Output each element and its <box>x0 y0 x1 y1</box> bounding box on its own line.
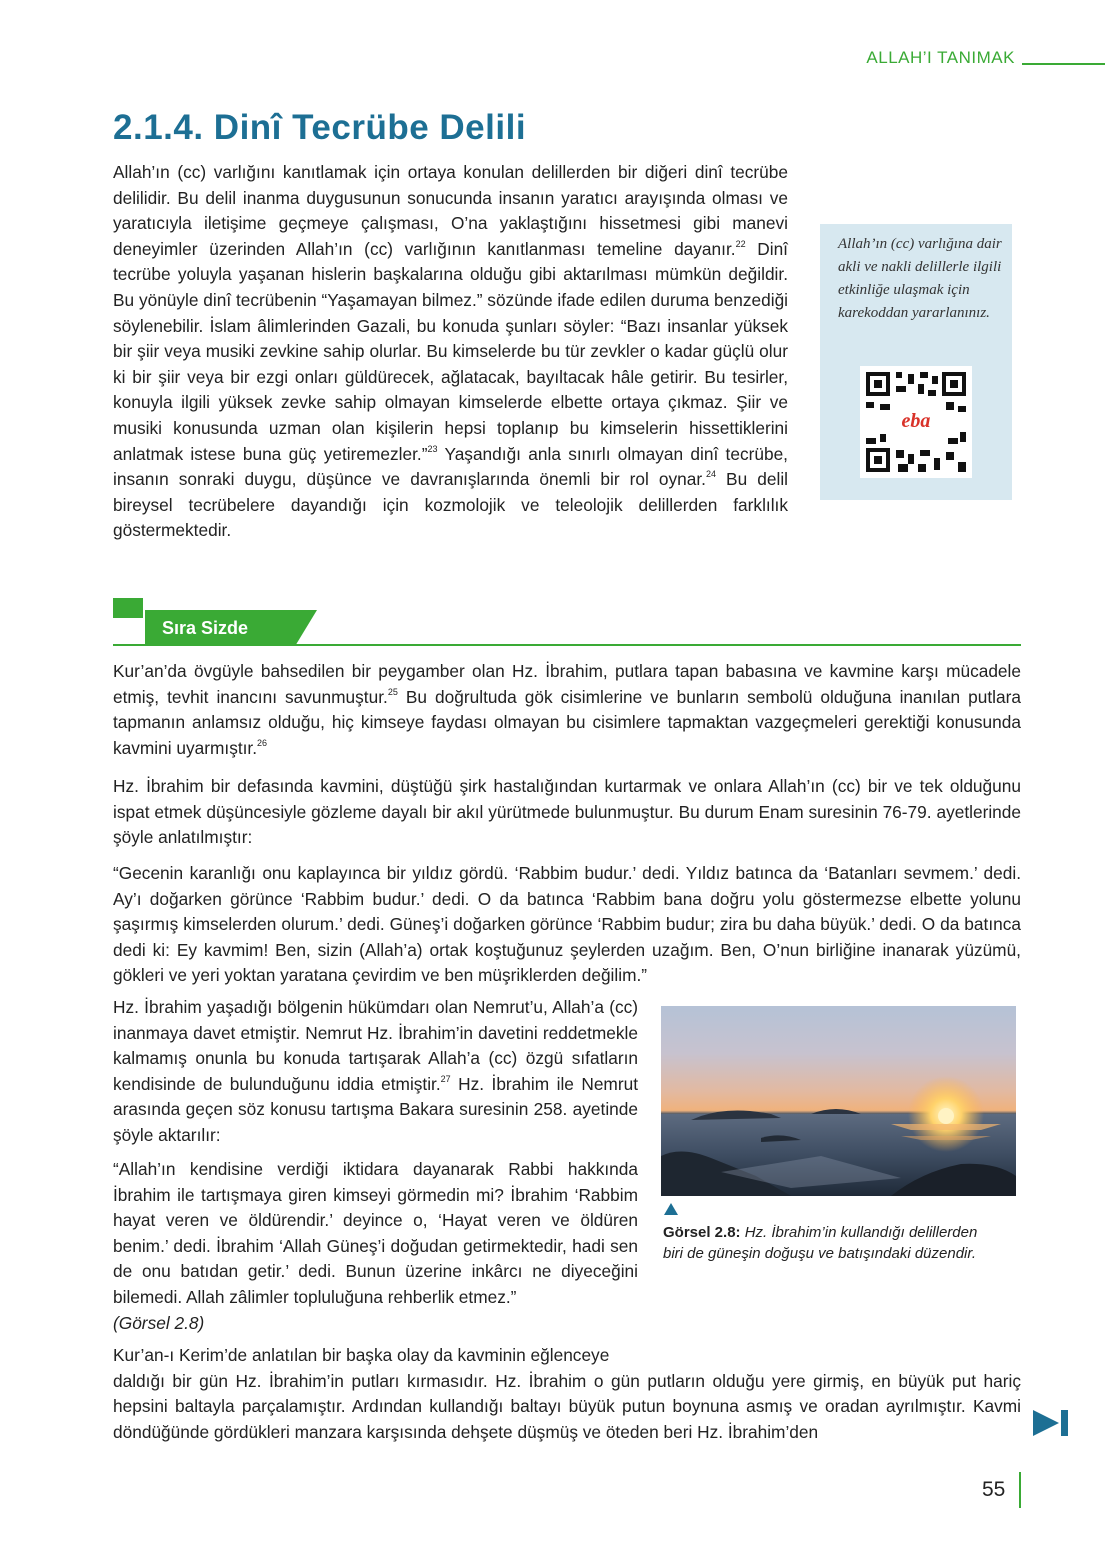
caption-arrow-icon <box>664 1203 678 1215</box>
figure-label: Görsel 2.8: <box>663 1224 741 1241</box>
page-number-divider <box>1019 1472 1021 1508</box>
quote-enam: “Gecenin karanlığı onu kaplayınca bir yıldız gördü. ‘Rabbim budur.’ dedi. Yıldız batınca da ‘Batanları sevmem.’ dedi. Ay’ı doğarken görünce ‘Rabbim budur.’ dedi. O da batınca ‘Rabbim bana doğru yolu göstermezse elbette yolunu şaşırmış kimselerden olurum.’ dedi. Güneş’i doğarken görünce ‘Rabbim budur; zira bu daha büyük.’ dedi. O da batınca dedi ki: Ey kavmim! Ben, sizin (Allah’a) ortak koştuğunuz şeylerden uzağım. Ben, O’nun birliğine inanarak yüzümü, gökleri ve yeri yoktan yaratana çevirdim ve ben müşriklerden değilim.” <box>113 863 1021 986</box>
footnote-ref: 23 <box>427 443 438 454</box>
sira-sizde-marker <box>113 598 143 618</box>
sunset-photo <box>661 1006 1016 1196</box>
sira-sizde-label: Sıra Sizde <box>162 618 249 638</box>
figure-reference: (Görsel 2.8) <box>113 1312 205 1333</box>
footnote-ref: 24 <box>705 469 716 480</box>
eba-logo: eba <box>890 408 942 434</box>
next-page-button[interactable] <box>1033 1408 1071 1438</box>
footnote-ref: 22 <box>735 238 746 249</box>
footnote-ref: 27 <box>440 1073 451 1084</box>
qr-info-box <box>820 224 1012 500</box>
page-number: 55 <box>982 1478 1006 1501</box>
figure-caption-text: Hz. İbrahim’in kullandığı delillerden biri de güneşin doğuşu ve batışındaki düzendir. <box>663 1224 978 1262</box>
sunset-illustration <box>661 1006 1016 1196</box>
section-title: 2.1.4. Dinî Tecrübe Delili <box>113 108 527 147</box>
sira-sizde-divider <box>113 644 1021 646</box>
header-divider <box>1022 63 1105 65</box>
footnote-ref: 25 <box>387 686 398 697</box>
qr-info-text: Allah’ın (cc) varlığına dair akli ve nakli delillerle ilgili etkinliğe ulaşmak için karekoddan yararlanınız. <box>838 236 1002 321</box>
paragraph-enam: Hz. İbrahim bir defasında kavmini, düştüğü şirk hastalığından kurtarmak ve onlara Allah’ın (cc) bir ve tek olduğunu ispat etmek düşüncesiyle gözleme dayalı bir akıl yürütmede bulunmuştur. Bu durum Enam suresinin 76-79. ayetlerinde şöyle anlatılmıştır: <box>113 776 1021 848</box>
quote-bakara: “Allah’ın kendisine verdiği iktidara dayanarak Rabbi hakkında İbrahim ile tartışmaya giren kimseyi görmedin mi? İbrahim ‘Rabbim hayat veren ve öldürendir.’ deyince o, ‘Hayat veren ve öldüren benim.’ dedi. İbrahim ‘Allah Güneş’i doğudan getirmektedir, hadi sen de onu batıdan getir.’ dedi. Bunun üzerine inkârcı ne diyeceğini bilemedi. Allah zâlimler topluluğuna rehberlik etmez.” (Görsel 2.8) <box>113 1159 638 1333</box>
qr-code[interactable] <box>860 366 972 478</box>
paragraph-putlar: Kur’an-ı Kerim’de anlatılan bir başka olay da kavminin eğlenceye daldığı bir gün Hz. İbrahim’in putları kırmasıdır. Hz. İbrahim o gün putların olduğu yere girmiş, en büyük put hariç hepsini baltayla parçalamıştır. Ardından kullandığı baltayı büyük putun boynuna asmış ve oradan ayrılmıştır. Kavmi döndüğünde gördükleri manzara karşısında dehşete düşmüş ve öteden beri Hz. İbrahim’den <box>113 1345 1021 1442</box>
paragraph-nemrut: Hz. İbrahim yaşadığı bölgenin hükümdarı olan Nemrut’u, Allah’a (cc) inanmaya davet etmiştir. Nemrut Hz. İbrahim’in davetini reddetmekle kalmamış onunla bu konuda tartışarak Allah’a (cc) özgü sıfatların kendisinde de bulunduğunu iddia etmiştir.$^{27}$ Hz. İbrahim ile Nemrut arasında geçen söz konusu tartışma Bakara suresinin 258. ayetinde şöyle aktarılır: <box>113 997 638 1145</box>
paragraph-dini-tecrube: Allah’ın (cc) varlığını kanıtlamak için ortaya konulan delillerden bir diğeri dinî tecrübe delilidir. Bu delil inanma duygusunun sonucunda insanın yaratıcı arayışında olması ve yaratıcıyla iletişime geçmeye çalışması, O’na yaklaştığını hissetmesi gibi manevi deneyimler üzerinden Allah’ın (cc) varlığının kanıtlanması temeline dayanır.$^{22}$ Dinî tecrübe yoluyla yaşanan hislerin başkalarına olduğu gibi aktarılması mümkün değildir. Bu yönüyle dinî tecrübenin “Yaşamayan bilmez.” sözünde ifade edilen duruma benzediği söylenebilir. İslam âlimlerinden Gazali, bu konuda şunları söyler: “Bazı insanlar yüksek bir şiir veya musiki zevkine sahip olurlar. Bu kimselerde bu tür zevkler o kadar güçlü olur ki bir şiir veya bir ezgi onları güldürecek, ağlatacak, bayıltacak hâle getirir. Bu tesirler, konuyla ilgili yüksek zevke sahip olmayan kimselerde elbette ortaya çıkmaz. Şiir ve musiki konusunda uzman olan kişilerin hepsi toplanıp bu kimselerin hissettiklerini anlatmak istese buna güç yetiremezler.”$^{23}$ Yaşandığı anla sınırlı olmayan dinî tecrübe, insanın sonraki duygu, düşünce ve davranışlarında önemli bir rol oynar.$^{24}$ Bu delil bireysel tecrübelere dayandığı için kozmolojik ve teleolojik delillerden farklılık göstermektedir. <box>113 162 789 541</box>
footnote-ref: 26 <box>257 737 268 748</box>
paragraph-hz-ibrahim: Kur’an’da övgüyle bahsedilen bir peygamber olan Hz. İbrahim, putlara tapan babasına ve kavmine karşı mücadele etmiş, tevhit inancını savunmuştur.$^{25}$ Bu doğrultuda gök cisimlerine ve bunların sembolü olduğuna inanılan putlara tapmanın anlamsız olduğu, hiç kimseye faydası olmayan bu cisimlere tapmaktan vazgeçmeleri gerektiği konusunda kavmini uyarmıştır.$^{26}$ <box>113 661 1021 758</box>
chapter-header: ALLAH’I TANIMAK <box>866 48 1015 67</box>
figure-caption <box>663 1222 983 1264</box>
next-page-icon <box>1033 1408 1071 1438</box>
